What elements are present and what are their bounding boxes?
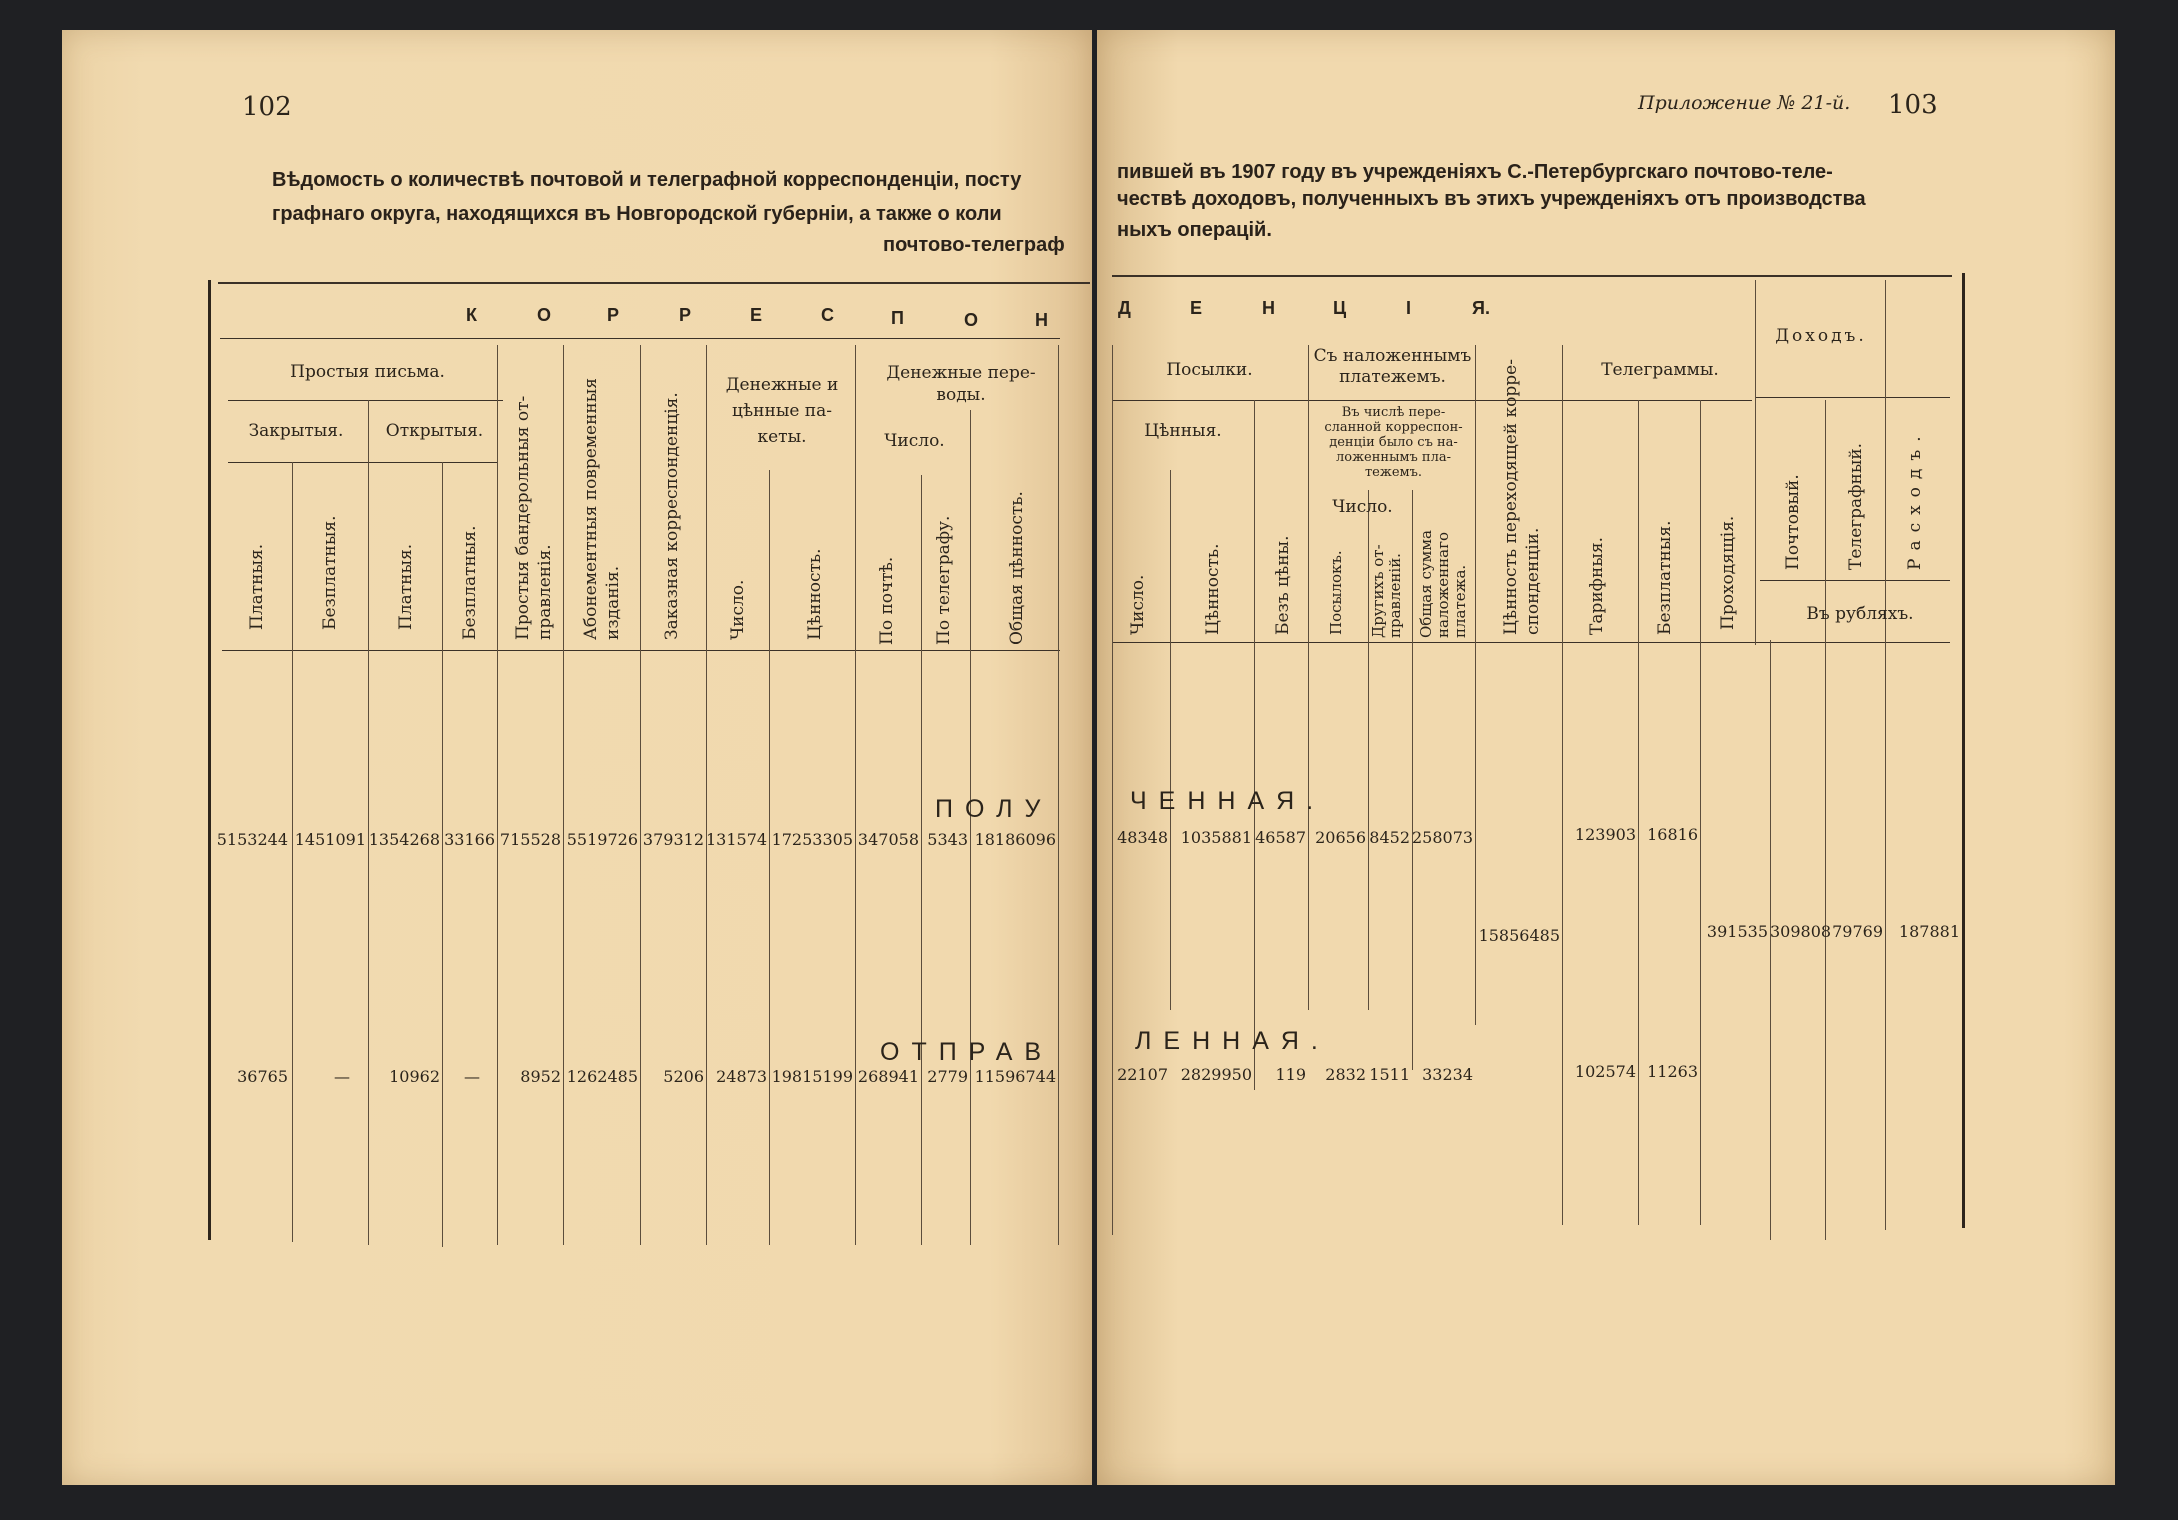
- header-mp-count: Число.: [728, 579, 748, 640]
- cell-sent: 24873: [716, 1067, 767, 1086]
- header-valuable: Цѣнныя.: [1144, 421, 1222, 441]
- header-expense: Расходъ.: [1905, 428, 1925, 570]
- cell-sent: 33234: [1422, 1065, 1473, 1084]
- section-sent-right: ЛЕННАЯ.: [1135, 1027, 1330, 1055]
- spread-letter: Е: [1190, 298, 1203, 318]
- header-money-packets: Денежные и цѣнные па-кеты.: [725, 375, 839, 447]
- col-divider: [1170, 470, 1171, 1010]
- cell-received: 48348: [1117, 828, 1168, 847]
- header-free1: Безплатныя.: [320, 515, 340, 630]
- header-mp-value: Цѣнность.: [805, 548, 825, 640]
- header-cod-sum: Общая сумма наложеннаго платежа.: [1417, 530, 1469, 638]
- header-income: Доходъ.: [1775, 326, 1867, 346]
- cell-received: 5519726: [566, 830, 638, 849]
- col-divider: [706, 345, 707, 1245]
- running-head: Приложение № 21-й.: [1638, 92, 1851, 114]
- page-number-left: 102: [242, 92, 292, 122]
- col-divider: [1112, 345, 1113, 1235]
- cell-received: 1354268: [368, 830, 440, 849]
- cell-sent: 8952: [520, 1067, 561, 1086]
- cell-received: 33166: [444, 830, 495, 849]
- cell-sent: 102574: [1574, 1062, 1636, 1081]
- cell-received: 46587: [1255, 828, 1306, 847]
- cell-sent: 2829950: [1180, 1065, 1252, 1084]
- col-divider: [640, 345, 641, 1245]
- header-registered: Заказная корреспонденція.: [662, 392, 682, 640]
- col-divider: [563, 345, 564, 1245]
- cell-sent: 36765: [237, 1067, 288, 1086]
- header-rule-right-1: [1112, 400, 1752, 401]
- header-paid2: Платныя.: [396, 543, 416, 630]
- cell-sent: 1262485: [566, 1067, 638, 1086]
- cell-sent: 22107: [1117, 1065, 1168, 1084]
- header-cod-parcels: Посылокъ.: [1327, 550, 1345, 635]
- header-rubles: Въ рубляхъ.: [1806, 604, 1914, 624]
- cell-received: 18186096: [974, 830, 1056, 849]
- header-p-value: Цѣнность.: [1203, 543, 1223, 635]
- cell-received: 17253305: [771, 830, 853, 849]
- cell-sent: 11263: [1647, 1062, 1698, 1081]
- header-tg-tariff: Тарифныя.: [1587, 537, 1607, 635]
- header-rule-3: [228, 462, 498, 463]
- col-divider: [442, 462, 443, 1247]
- col-divider: [368, 400, 369, 1245]
- header-cod: Съ наложеннымъ платежемъ.: [1313, 346, 1472, 387]
- header-banderoles: Простыя бандерольныя от-правленія.: [513, 395, 555, 640]
- spread-letter: Д: [1118, 298, 1131, 318]
- header-tg-transit: Проходящія.: [1718, 515, 1738, 630]
- spread-letter: П: [891, 308, 904, 328]
- header-mo-total: Общая цѣнность.: [1007, 491, 1027, 645]
- col-divider: [1308, 345, 1309, 1010]
- header-paid1: Платныя.: [247, 543, 267, 630]
- section-sent-left: ОТПРАВ: [880, 1038, 1054, 1066]
- cell-total-inc-post: 309808: [1770, 922, 1832, 941]
- header-p-novalue: Безъ цѣны.: [1273, 535, 1293, 635]
- header-p-count: Число.: [1128, 574, 1148, 635]
- section-received-left: ПОЛУ: [935, 795, 1053, 823]
- cell-total-inc-tel: 79769: [1832, 922, 1883, 941]
- cell-received: 715528: [499, 830, 561, 849]
- col-divider: [769, 470, 770, 1245]
- cell-total-transit: 15856485: [1478, 926, 1560, 945]
- title-right-line3: ныхъ операцій.: [1117, 219, 1272, 241]
- spread-letter: К: [466, 305, 477, 325]
- col-divider: [292, 462, 293, 1242]
- cell-received: 379312: [642, 830, 704, 849]
- spread-letter: О: [964, 310, 979, 330]
- spread-letter: Ц: [1333, 298, 1347, 318]
- cell-received: 8452: [1369, 828, 1410, 847]
- cell-received: 347058: [857, 830, 919, 849]
- spread-letter: Н: [1035, 310, 1048, 330]
- cell-sent: 10962: [389, 1067, 440, 1086]
- table-right-border: [1962, 273, 1965, 1228]
- cell-sent: —: [464, 1067, 480, 1086]
- header-inc-post: Почтовый.: [1783, 474, 1803, 570]
- cell-total-expense: 187881: [1898, 922, 1960, 941]
- col-divider: [1825, 400, 1826, 1240]
- title-right-line1: пившей въ 1907 году въ учрежденіяхъ С.-Петербургскаго почтово-теле-: [1117, 161, 1833, 183]
- header-open: Открытыя.: [385, 421, 484, 441]
- cell-received: 123903: [1574, 825, 1636, 844]
- spread-letter: Р: [679, 305, 692, 325]
- spread-letter: Я.: [1472, 298, 1490, 318]
- cell-sent: 119: [1275, 1065, 1306, 1084]
- header-cod-note: Въ числѣ пере-сланной корреспон-денціи было съ на-ложеннымъ пла-тежемъ.: [1324, 405, 1463, 480]
- cell-sent: 19815199: [771, 1067, 853, 1086]
- header-rule-right-2: [1755, 397, 1950, 398]
- col-divider: [1638, 400, 1639, 1225]
- spread-letter: О: [537, 305, 552, 325]
- header-parcels: Посылки.: [1166, 360, 1253, 380]
- cell-received: 1035881: [1180, 828, 1252, 847]
- spread-letter: С: [821, 305, 834, 325]
- header-inc-tel: Телеграфный.: [1846, 442, 1866, 570]
- title-left-line2: графнаго округа, находящихся въ Новгородской губерніи, а также о коли: [272, 203, 1002, 225]
- spread-letter: Н: [1262, 298, 1275, 318]
- title-right-line2: чествѣ доходовъ, полученныхъ въ этихъ учрежденіяхъ отъ производства: [1117, 188, 1866, 210]
- col-divider: [1755, 280, 1756, 645]
- header-tg-free: Безплатныя.: [1655, 520, 1675, 635]
- col-divider: [1700, 400, 1701, 1225]
- header-mo-post: По почтѣ.: [877, 556, 897, 645]
- spread-letter: І: [1406, 298, 1412, 318]
- col-divider: [497, 345, 498, 1245]
- header-rule-right-3: [1760, 580, 1950, 581]
- title-left-line3: почтово-телеграф: [883, 234, 1065, 256]
- header-free2: Безплатныя.: [460, 525, 480, 640]
- col-divider: [1058, 345, 1059, 1245]
- header-rule-2: [228, 400, 503, 401]
- header-telegrams: Телеграммы.: [1601, 360, 1719, 380]
- page-number-right: 103: [1888, 90, 1938, 120]
- cell-sent: 1511: [1369, 1065, 1410, 1084]
- title-left-line1: Вѣдомость о количествѣ почтовой и телеграфной корреспонденціи, посту: [272, 169, 1022, 191]
- cell-sent: 5206: [663, 1067, 704, 1086]
- header-money-orders: Денежные пере-воды.: [886, 363, 1036, 405]
- header-mo-telegraph: По телеграфу.: [934, 515, 954, 645]
- col-divider: [921, 475, 922, 1245]
- header-simple-letters: Простыя письма.: [290, 362, 445, 382]
- header-transit-value: Цѣнность переходящей корре-спонденціи.: [1501, 359, 1543, 635]
- cell-sent: —: [334, 1067, 350, 1086]
- header-closed: Закрытыя.: [248, 421, 344, 441]
- col-divider: [1412, 490, 1413, 1070]
- cell-received: 258073: [1412, 828, 1474, 847]
- cell-sent: 268941: [857, 1067, 919, 1086]
- cell-sent: 2832: [1325, 1065, 1366, 1084]
- cell-received: 20656: [1315, 828, 1366, 847]
- table-left-border: [208, 280, 211, 1240]
- header-bottom-left: [222, 650, 1060, 651]
- col-divider: [1562, 345, 1563, 1225]
- header-mo-count: Число.: [884, 431, 945, 451]
- cell-received: 131574: [706, 830, 768, 849]
- cell-received: 5153244: [216, 830, 288, 849]
- col-divider: [1475, 345, 1476, 1025]
- cell-sent: 2779: [927, 1067, 968, 1086]
- header-cod-other: Другихъ от-правленій.: [1369, 544, 1404, 638]
- cell-received: 16816: [1647, 825, 1698, 844]
- table-top-rule-left: [218, 282, 1090, 284]
- header-rule-1: [220, 338, 1060, 339]
- cell-received: 1451091: [294, 830, 366, 849]
- cell-sent: 11596744: [974, 1067, 1056, 1086]
- header-periodicals: Абонементныя повременныя изданія.: [581, 377, 623, 640]
- spread-letter: Р: [607, 305, 620, 325]
- col-divider: [1885, 280, 1886, 1230]
- cell-received: 5343: [927, 830, 968, 849]
- table-top-rule-right: [1112, 275, 1952, 277]
- col-divider: [1254, 400, 1255, 1090]
- cell-total-tg-transit: 391535: [1706, 922, 1768, 941]
- header-cod-count: Число.: [1332, 497, 1393, 517]
- section-received-right: ЧЕННАЯ.: [1130, 787, 1326, 815]
- col-divider: [970, 410, 971, 1245]
- col-divider: [855, 345, 856, 1245]
- spread-letter: Е: [750, 305, 763, 325]
